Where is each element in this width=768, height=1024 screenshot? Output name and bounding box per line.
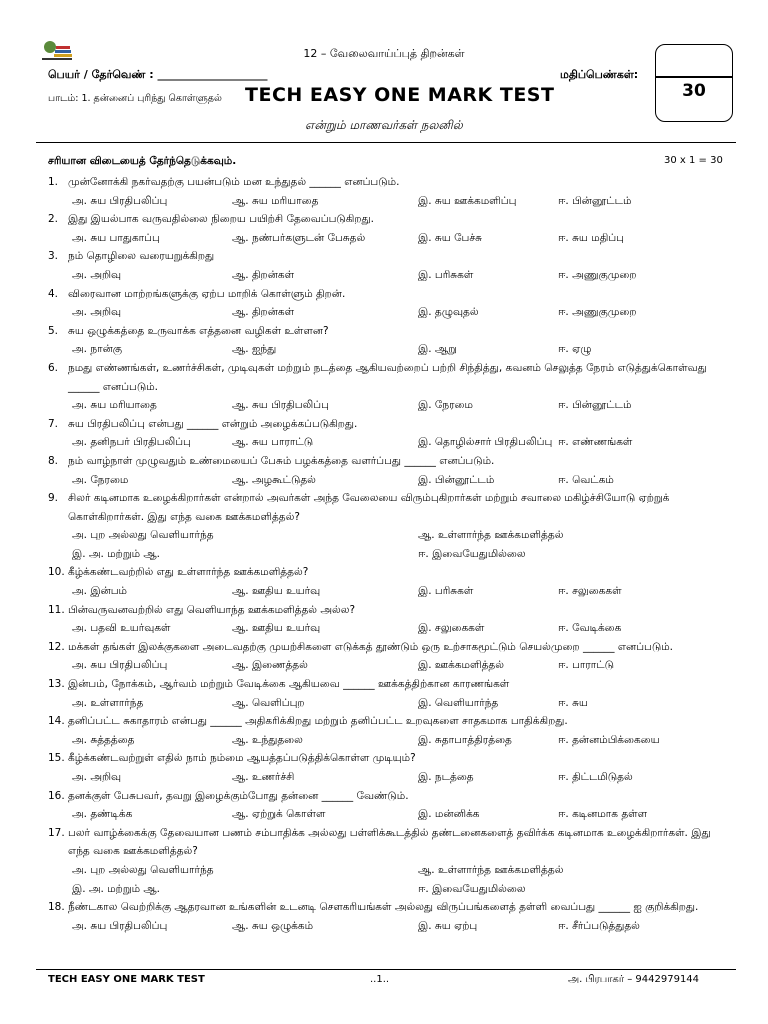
answer-option: அ. சுய பிரதிபலிப்பு — [72, 919, 168, 932]
answer-option: ஆ. திறன்கள் — [232, 268, 295, 281]
answer-option: ஈ. தன்னம்பிக்கையை — [558, 733, 660, 746]
answer-option: ஆ. சுய மரியாதை — [232, 194, 319, 207]
answer-option: இ. தழுவுதல் — [418, 306, 479, 319]
answer-option: ஈ. வேடிக்கை — [558, 622, 622, 635]
question-number: 4. — [48, 287, 59, 300]
question-text: சுய ஒழுக்கத்தை உருவாக்க எத்தனை வழிகள் உள்ளன? — [68, 324, 329, 337]
answer-option: அ. தனிநபர் பிரதிபலிப்பு — [72, 436, 191, 449]
question-number: 12. — [48, 640, 65, 653]
answer-option: இ. அ. மற்றும் ஆ. — [72, 882, 161, 895]
answer-option: ஈ. வெட்கம் — [558, 473, 614, 486]
question-item — [0, 787, 768, 824]
answer-option: ஈ. எண்ணங்கள் — [558, 436, 633, 449]
answer-option: அ. சுய பிரதிபலிப்பு — [72, 659, 168, 672]
answer-option: இ. சுய பேச்சு — [418, 231, 483, 244]
answer-option: ஈ. இவையேதுமில்லை — [418, 882, 526, 895]
answer-option: இ. அ. மற்றும் ஆ. — [72, 547, 161, 560]
question-text: நம் வாழ்நாள் முழுவதும் உண்மையைப் பேசும் பழக்கத்தை வளர்ப்பது ______ எனப்படும். — [68, 454, 495, 467]
question-text: சிலர் கடினமாக உழைக்கிறார்கள் என்றால் அவர்கள் அந்த வேலையை விரும்புகிறார்கள் மற்றும் சவாலை மகிழ்ச்சியோடு ஏற்றுக் கொள்கிறார்கள். இது எந்த வகை ஊக்கமளித்தல்? — [68, 492, 670, 523]
answer-option: அ. அறிவு — [72, 771, 122, 783]
question-item — [0, 452, 768, 489]
question-item — [0, 322, 768, 359]
footer-author: அ. பிரபாகர் – 9442979144 — [568, 974, 700, 985]
question-item — [0, 824, 768, 898]
answer-option: ஆ. இணைத்தல் — [232, 659, 308, 672]
answer-option: அ. தண்டிக்க — [72, 808, 133, 821]
question-item — [0, 210, 768, 247]
question-text: இன்பம், நோக்கம், ஆர்வம் மற்றும் வேடிக்கை ஆகியவை ______ ஊக்கத்திற்கான காரணங்கள் — [68, 678, 510, 691]
answer-option: அ. நேரமை — [72, 473, 129, 486]
question-item — [0, 173, 768, 210]
answer-option: அ. புற அல்லது வெளியார்ந்த — [72, 863, 214, 876]
answer-option: ஆ. உள்ளார்ந்த ஊக்கமளித்தல் — [418, 529, 564, 542]
answer-option: ஆ. ஊதிய உயர்வு — [232, 622, 321, 635]
answer-option: அ. உள்ளார்ந்த — [72, 696, 144, 709]
question-item — [0, 563, 768, 600]
footer-divider — [36, 969, 736, 970]
answer-option: இ. சலுகைகள் — [418, 622, 485, 635]
answer-option: ஈ. இவையேதுமில்லை — [418, 547, 526, 560]
answer-option: அ. நான்கு — [72, 343, 123, 356]
answer-option: ஆ. சுய பிரதிபலிப்பு — [232, 399, 329, 412]
question-item — [0, 898, 768, 935]
question-text: நமது எண்ணங்கள், உணர்ச்சிகள், முடிவுகள் மற்றும் நடத்தை ஆகியவற்றைப் பற்றி சிந்தித்து, கவனம் செலுத்த நேரம் எடுத்துக்கொள்வது ______ எனப்படும். — [68, 361, 707, 393]
question-number: 1. — [48, 176, 59, 188]
answer-option: இ. பரிசுகள் — [418, 585, 474, 598]
answer-option: இ. ஊக்கமளித்தல் — [418, 659, 504, 672]
answer-option: இ. சுதாபாத்திரத்தை — [418, 733, 512, 746]
question-text: மக்கள் தங்கள் இலக்குகளை அடைவதற்கு முயற்சிகளை எடுக்கத் தூண்டும் ஒரு உற்சாகமூட்டும் செயல்முறை ______ எனப்படும். — [68, 640, 673, 653]
question-item — [0, 638, 768, 675]
answer-option: இ. வெளியார்ந்த — [418, 696, 499, 709]
question-number: 14. — [48, 715, 65, 728]
answer-option: ஆ. உணர்ச்சி — [232, 771, 295, 783]
footer-title: TECH EASY ONE MARK TEST — [48, 974, 205, 985]
answer-option: ஈ. சீர்ப்படுத்துதல் — [558, 919, 640, 932]
answer-option: ஆ. ஊதிய உயர்வு — [232, 585, 321, 598]
question-item — [0, 712, 768, 749]
question-number: 2. — [48, 213, 59, 226]
answer-option: இ. மன்னிக்க — [418, 808, 480, 821]
question-item — [0, 415, 768, 452]
question-number: 17. — [48, 826, 65, 839]
instructions: சரியான விடையைத் தேர்ந்தெடுக்கவும். — [48, 155, 237, 167]
answer-option: இ. தொழில்சார் பிரதிபலிப்பு — [418, 436, 553, 449]
answer-option: ஈ. பாராட்டு — [558, 659, 615, 672]
question-text: நீண்டகால வெற்றிக்கு ஆதரவான உங்களின் உடனடி சௌகரியங்கள் அல்லது விருப்பங்களைத் தள்ளி வைப்பது ______ ஐ குறிக்கிறது. — [68, 901, 699, 914]
question-item — [0, 285, 768, 322]
answer-option: இ. நடத்தை — [418, 771, 474, 783]
question-item — [0, 359, 768, 415]
tagline: என்றும் மாணவர்கள் நலனில் — [305, 118, 463, 132]
subject-title: 12 – வேலைவாய்ப்புத் திறன்கள் — [303, 47, 465, 60]
question-item — [0, 601, 768, 638]
answer-option: இ. பின்னூட்டம் — [418, 473, 495, 486]
question-number: 3. — [48, 250, 59, 263]
question-item — [0, 247, 768, 284]
test-title: TECH EASY ONE MARK TEST — [245, 84, 555, 106]
header-divider — [36, 142, 736, 143]
question-number: 15. — [48, 752, 65, 765]
answer-option: அ. சுய பாதுகாப்பு — [72, 231, 160, 244]
question-number: 18. — [48, 901, 65, 914]
question-text: பின்வருவனவற்றில் எது வெளியாந்த ஊக்கமளித்தல் அல்ல? — [68, 603, 356, 616]
question-text: விரைவான மாற்றங்களுக்கு ஏற்ப மாறிக் கொள்ளும் திறன். — [68, 287, 346, 300]
answer-option: அ. புற அல்லது வெளியார்ந்த — [72, 529, 214, 542]
answer-option: அ. சுய மரியாதை — [72, 399, 157, 412]
lesson-label: பாடம்: 1. தன்னைப் புரிந்து கொள்ளுதல் — [48, 93, 222, 104]
answer-option: அ. சுத்தத்தை — [72, 733, 135, 746]
answer-option: ஈ. பின்னூட்டம் — [558, 194, 632, 207]
answer-option: அ. பதவி உயர்வுகள் — [72, 622, 171, 635]
question-list — [0, 173, 768, 935]
answer-option: ஈ. சுய மதிப்பு — [558, 231, 624, 244]
question-number: 16. — [48, 789, 65, 802]
answer-option: இ. சுய ஊக்கமளிப்பு — [418, 194, 517, 207]
question-number: 13. — [48, 678, 65, 691]
answer-option: ஆ. நண்பர்களுடன் பேசுதல் — [232, 231, 366, 244]
question-text: கீழ்க்கண்டவற்றில் எது உள்ளார்ந்த ஊக்கமளித்தல்? — [68, 566, 309, 579]
question-text: தனக்குள் பேசுபவர், தவறு இழைக்கும்போது தன்னை ______ வேண்டும். — [68, 789, 409, 802]
answer-option: ஈ. அணுகுமுறை — [558, 306, 637, 319]
question-text: முன்னோக்கி நகர்வதற்கு பயன்படும் மன உந்துதல் ______ எனப்படும். — [68, 176, 400, 188]
answer-option: அ. அறிவு — [72, 306, 122, 319]
answer-option: அ. அறிவு — [72, 268, 122, 281]
answer-option: ஆ. சுய ஒழுக்கம் — [232, 919, 314, 932]
score-divider — [655, 76, 733, 78]
question-item — [0, 749, 768, 786]
answer-option: ஈ. ஏழு — [558, 343, 592, 356]
question-text: நம் தொழிலை வரையறுக்கிறது — [68, 250, 215, 263]
scoring-scheme: 30 x 1 = 30 — [664, 155, 723, 166]
question-text: கீழ்க்கண்டவற்றுள் எதில் நாம் நம்மை ஆயத்தப்படுத்திக்கொள்ள முடியும்? — [68, 752, 416, 765]
answer-option: ஆ. ஐந்து — [232, 343, 277, 356]
answer-option: இ. பரிசுகள் — [418, 268, 474, 281]
answer-option: அ. இன்பம் — [72, 585, 128, 598]
answer-option: ஆ. அழகூட்டுதல் — [232, 473, 316, 486]
page-number: ..1.. — [370, 974, 390, 985]
answer-option: ஆ. வெளிப்புற — [232, 696, 305, 709]
question-number: 10. — [48, 566, 65, 579]
answer-option: ஈ. திட்டமிடுதல் — [558, 771, 633, 783]
question-text: தனிப்பட்ட சுகாதாரம் என்பது ______ அதிகரிக்கிறது மற்றும் தனிப்பட்ட உறவுகளை சாதகமாக பாதிக்கிறது. — [68, 715, 568, 728]
question-item — [0, 675, 768, 712]
answer-option: ஈ. சலுகைகள் — [558, 585, 622, 598]
marks-label: மதிப்பெண்கள்: — [560, 68, 639, 81]
question-number: 6. — [48, 361, 59, 374]
answer-option: ஈ. அணுகுமுறை — [558, 268, 637, 281]
answer-option: ஆ. சுய பாராட்டு — [232, 436, 314, 449]
answer-option: இ. நேரமை — [418, 399, 473, 412]
question-number: 11. — [48, 603, 65, 616]
answer-option: ஆ. திறன்கள் — [232, 306, 295, 319]
question-text: சுய பிரதிபலிப்பு என்பது ______ என்றும் அழைக்கப்படுகிறது. — [68, 417, 358, 430]
question-text: இது இயல்பாக வருவதில்லை நிறைய பயிற்சி தேவைப்படுகிறது. — [68, 213, 374, 226]
answer-option: அ. சுய பிரதிபலிப்பு — [72, 194, 168, 207]
total-score: 30 — [682, 81, 706, 101]
answer-option: ஈ. கடினமாக தள்ள — [558, 808, 648, 821]
question-text: பலர் வாழ்க்கைக்கு தேவையான பணம் சம்பாதிக்க அல்லது பள்ளிக்கூடத்தில் தண்டனைகளைத் தவிர்க்க கடினமாக உழைக்கிறார்கள். இது எந்த வகை ஊக்கமளித்தல்? — [68, 826, 711, 858]
question-number: 5. — [48, 324, 59, 337]
name-field-label: பெயர் / தேர்வெண் : ____________________ — [48, 68, 268, 81]
question-number: 7. — [48, 417, 59, 430]
question-number: 9. — [48, 492, 59, 505]
answer-option: இ. ஆறு — [418, 343, 457, 356]
answer-option: ஆ. உந்துதலை — [232, 733, 303, 746]
answer-option: ஈ. பின்னூட்டம் — [558, 399, 632, 412]
answer-option: ஆ. உள்ளார்ந்த ஊக்கமளித்தல் — [418, 863, 564, 876]
answer-option: ஆ. ஏற்றுக் கொள்ள — [232, 808, 326, 821]
answer-option: ஈ. சுய — [558, 696, 588, 709]
answer-option: இ. சுய ஏற்பு — [418, 919, 478, 932]
question-item — [0, 489, 768, 563]
question-number: 8. — [48, 454, 59, 467]
